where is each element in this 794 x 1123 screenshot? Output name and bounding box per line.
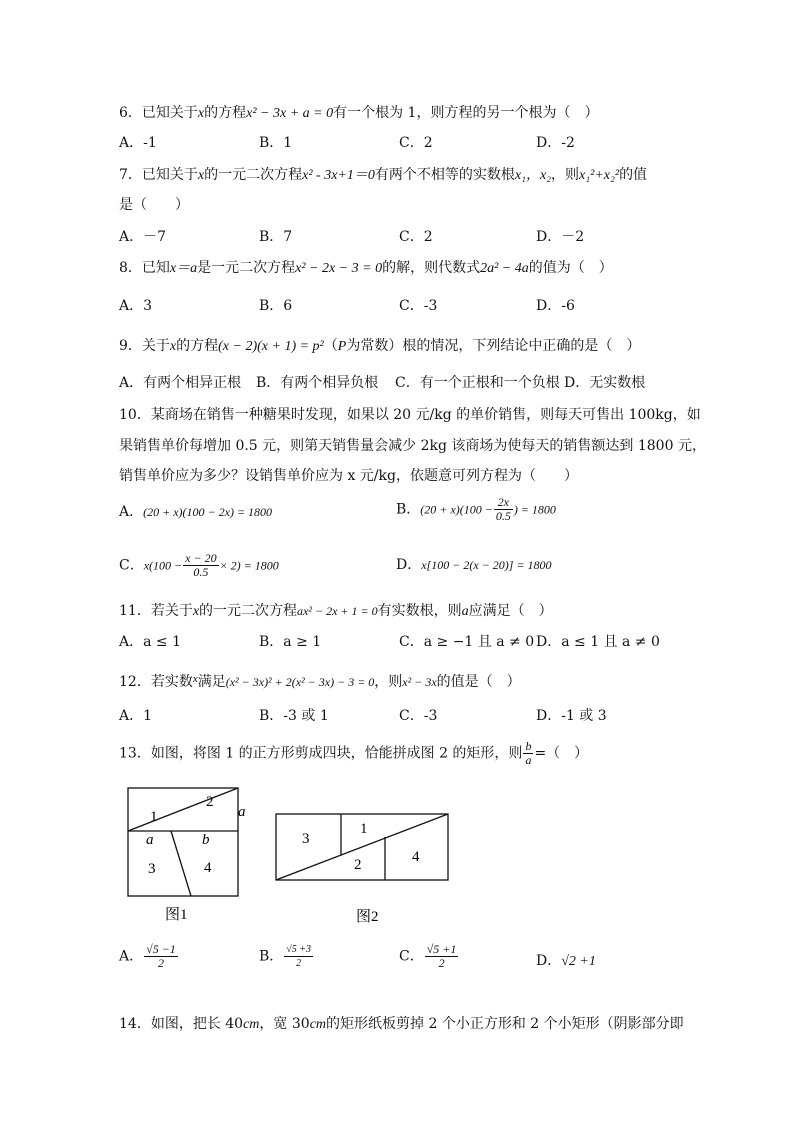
q6-option-b: B．1: [259, 135, 293, 151]
q7-option-c: C．2: [399, 229, 433, 245]
q12-option-a: A．1: [119, 708, 153, 724]
q10-stem-line2: 果销售单价每增加 0.5 元，则第天销售量会减少 2kg 该商场为使每天的销售额达到 1800 元，: [119, 438, 706, 454]
fig1-label-a-right: a: [238, 804, 246, 820]
q12-option-d: D．-1 或 3: [536, 708, 607, 724]
q12-option-c: C．-3: [399, 708, 438, 724]
fig1-label-1: 1: [150, 809, 158, 825]
q11-option-d: D．a ≤ 1 且 a ≠ 0: [536, 634, 660, 650]
q8-option-a: A．3: [119, 298, 153, 314]
q9-option-a: A．有两个相异正根: [119, 375, 242, 391]
q12-stem: 12．若实数$^x$满足(x² − 3x)² + 2(x² − 3x) − 3 = 0，则x² − 3x的值是（ ）: [119, 673, 521, 690]
q9-option-c: C．有一个正根和一个负根: [395, 375, 560, 391]
q9-stem: 9．关于x的方程(x − 2)(x + 1) = p²（P为常数）根的情况，下列结论中正确的是（ ）: [119, 338, 641, 354]
q13-stem: 13．如图，将图 1 的正方形剪成四块，恰能拼成图 2 的矩形，则 $\frac{b}{a}$ =（ ）: [119, 739, 589, 767]
q11-option-a: A．a ≤ 1: [119, 634, 181, 650]
q7-option-a: A．－7: [119, 229, 167, 245]
q8-option-c: C．-3: [399, 298, 438, 314]
q13-option-c: C． $\frac{√5 +1}{2}$: [399, 942, 457, 970]
q7-stem-line2: 是（ ）: [119, 197, 189, 213]
q13-option-d: D．√2 +1: [536, 953, 596, 969]
fig1-label-b: b: [202, 832, 210, 848]
q11-option-b: B．a ≥ 1: [259, 634, 322, 650]
fig2-caption: 图2: [356, 909, 379, 925]
q10-option-d: D．x[100 − 2(x − 20)] = 1800: [396, 557, 552, 573]
q6-option-a: A．-1: [119, 135, 157, 151]
q7-stem-line1: 7．已知关于x的一元二次方程x² - 3x+1＝0有两个不相等的实数根x₁，x₂，则x₁²+x₂²的值: [119, 167, 648, 183]
fig2-label-3: 3: [302, 831, 310, 847]
fig2-label-1: 1: [360, 821, 368, 837]
q10-option-a: A．(20 + x)(100 − 2x) = 1800: [119, 504, 273, 520]
q9-option-d: D．无实数根: [564, 375, 646, 391]
fig1-label-a: a: [146, 832, 154, 848]
q10-stem-line1: 10．某商场在销售一种糖果时发现，如果以 20 元/kg 的单价销售，则每天可售出 100kg，如: [119, 407, 701, 423]
q10-stem-line3: 销售单价应为多少？设销售单价应为 x 元/kg，依题意可列方程为（ ）: [119, 468, 578, 484]
q8-stem: 8．已知x＝a是一元二次方程x² − 2x − 3 = 0的解，则代数式2a² − 4a的值为（ ）: [119, 260, 613, 276]
figure-2: [270, 805, 455, 930]
fig1-label-4: 4: [204, 860, 212, 876]
q6-option-c: C．2: [399, 135, 433, 151]
q13-option-a: A． $\frac{√5 -1}{2}$: [119, 942, 176, 970]
q7-option-b: B．7: [259, 229, 293, 245]
q8-option-b: B．6: [259, 298, 293, 314]
fig2-label-2: 2: [354, 857, 362, 873]
q13-option-b: B． $\frac{√5 +3}{2}$: [259, 944, 312, 969]
q14-stem: 14．如图，把长 40cm，宽 30cm的矩形纸板剪掉 2 个小正方形和 2 个小矩形（阴影部分即: [119, 1016, 684, 1032]
figure-1: [120, 780, 260, 930]
q6-option-d: D．-2: [536, 135, 575, 151]
q8-option-d: D．-6: [536, 298, 575, 314]
q10-option-b: B．(20 + x)(100 − $\frac{2x}{0.5}$ ) = 1800: [396, 495, 556, 523]
fig1-label-3: 3: [148, 861, 156, 877]
q10-option-c: C．x(100 − $\frac{x - 20}{0.5}$ × 2) = 1800: [119, 551, 279, 579]
q11-option-c: C．a ≥ −1 且 a ≠ 0: [399, 634, 535, 650]
q11-stem: 11．若关于x的一元二次方程ax² − 2x + 1 = 0有实数根，则a应满足（ ）: [119, 603, 553, 619]
q9-option-b: B．有两个相异负根: [256, 375, 379, 391]
fig2-label-4: 4: [412, 849, 420, 865]
fig1-caption: 图1: [165, 907, 188, 923]
fig1-label-2: 2: [206, 794, 214, 810]
q12-option-b: B．-3 或 1: [259, 708, 329, 724]
q7-option-d: D．－2: [536, 229, 585, 245]
q6-stem: 6．已知关于x的方程x² − 3x + a = 0有一个根为 1，则方程的另一个根为（ ）: [119, 105, 599, 121]
